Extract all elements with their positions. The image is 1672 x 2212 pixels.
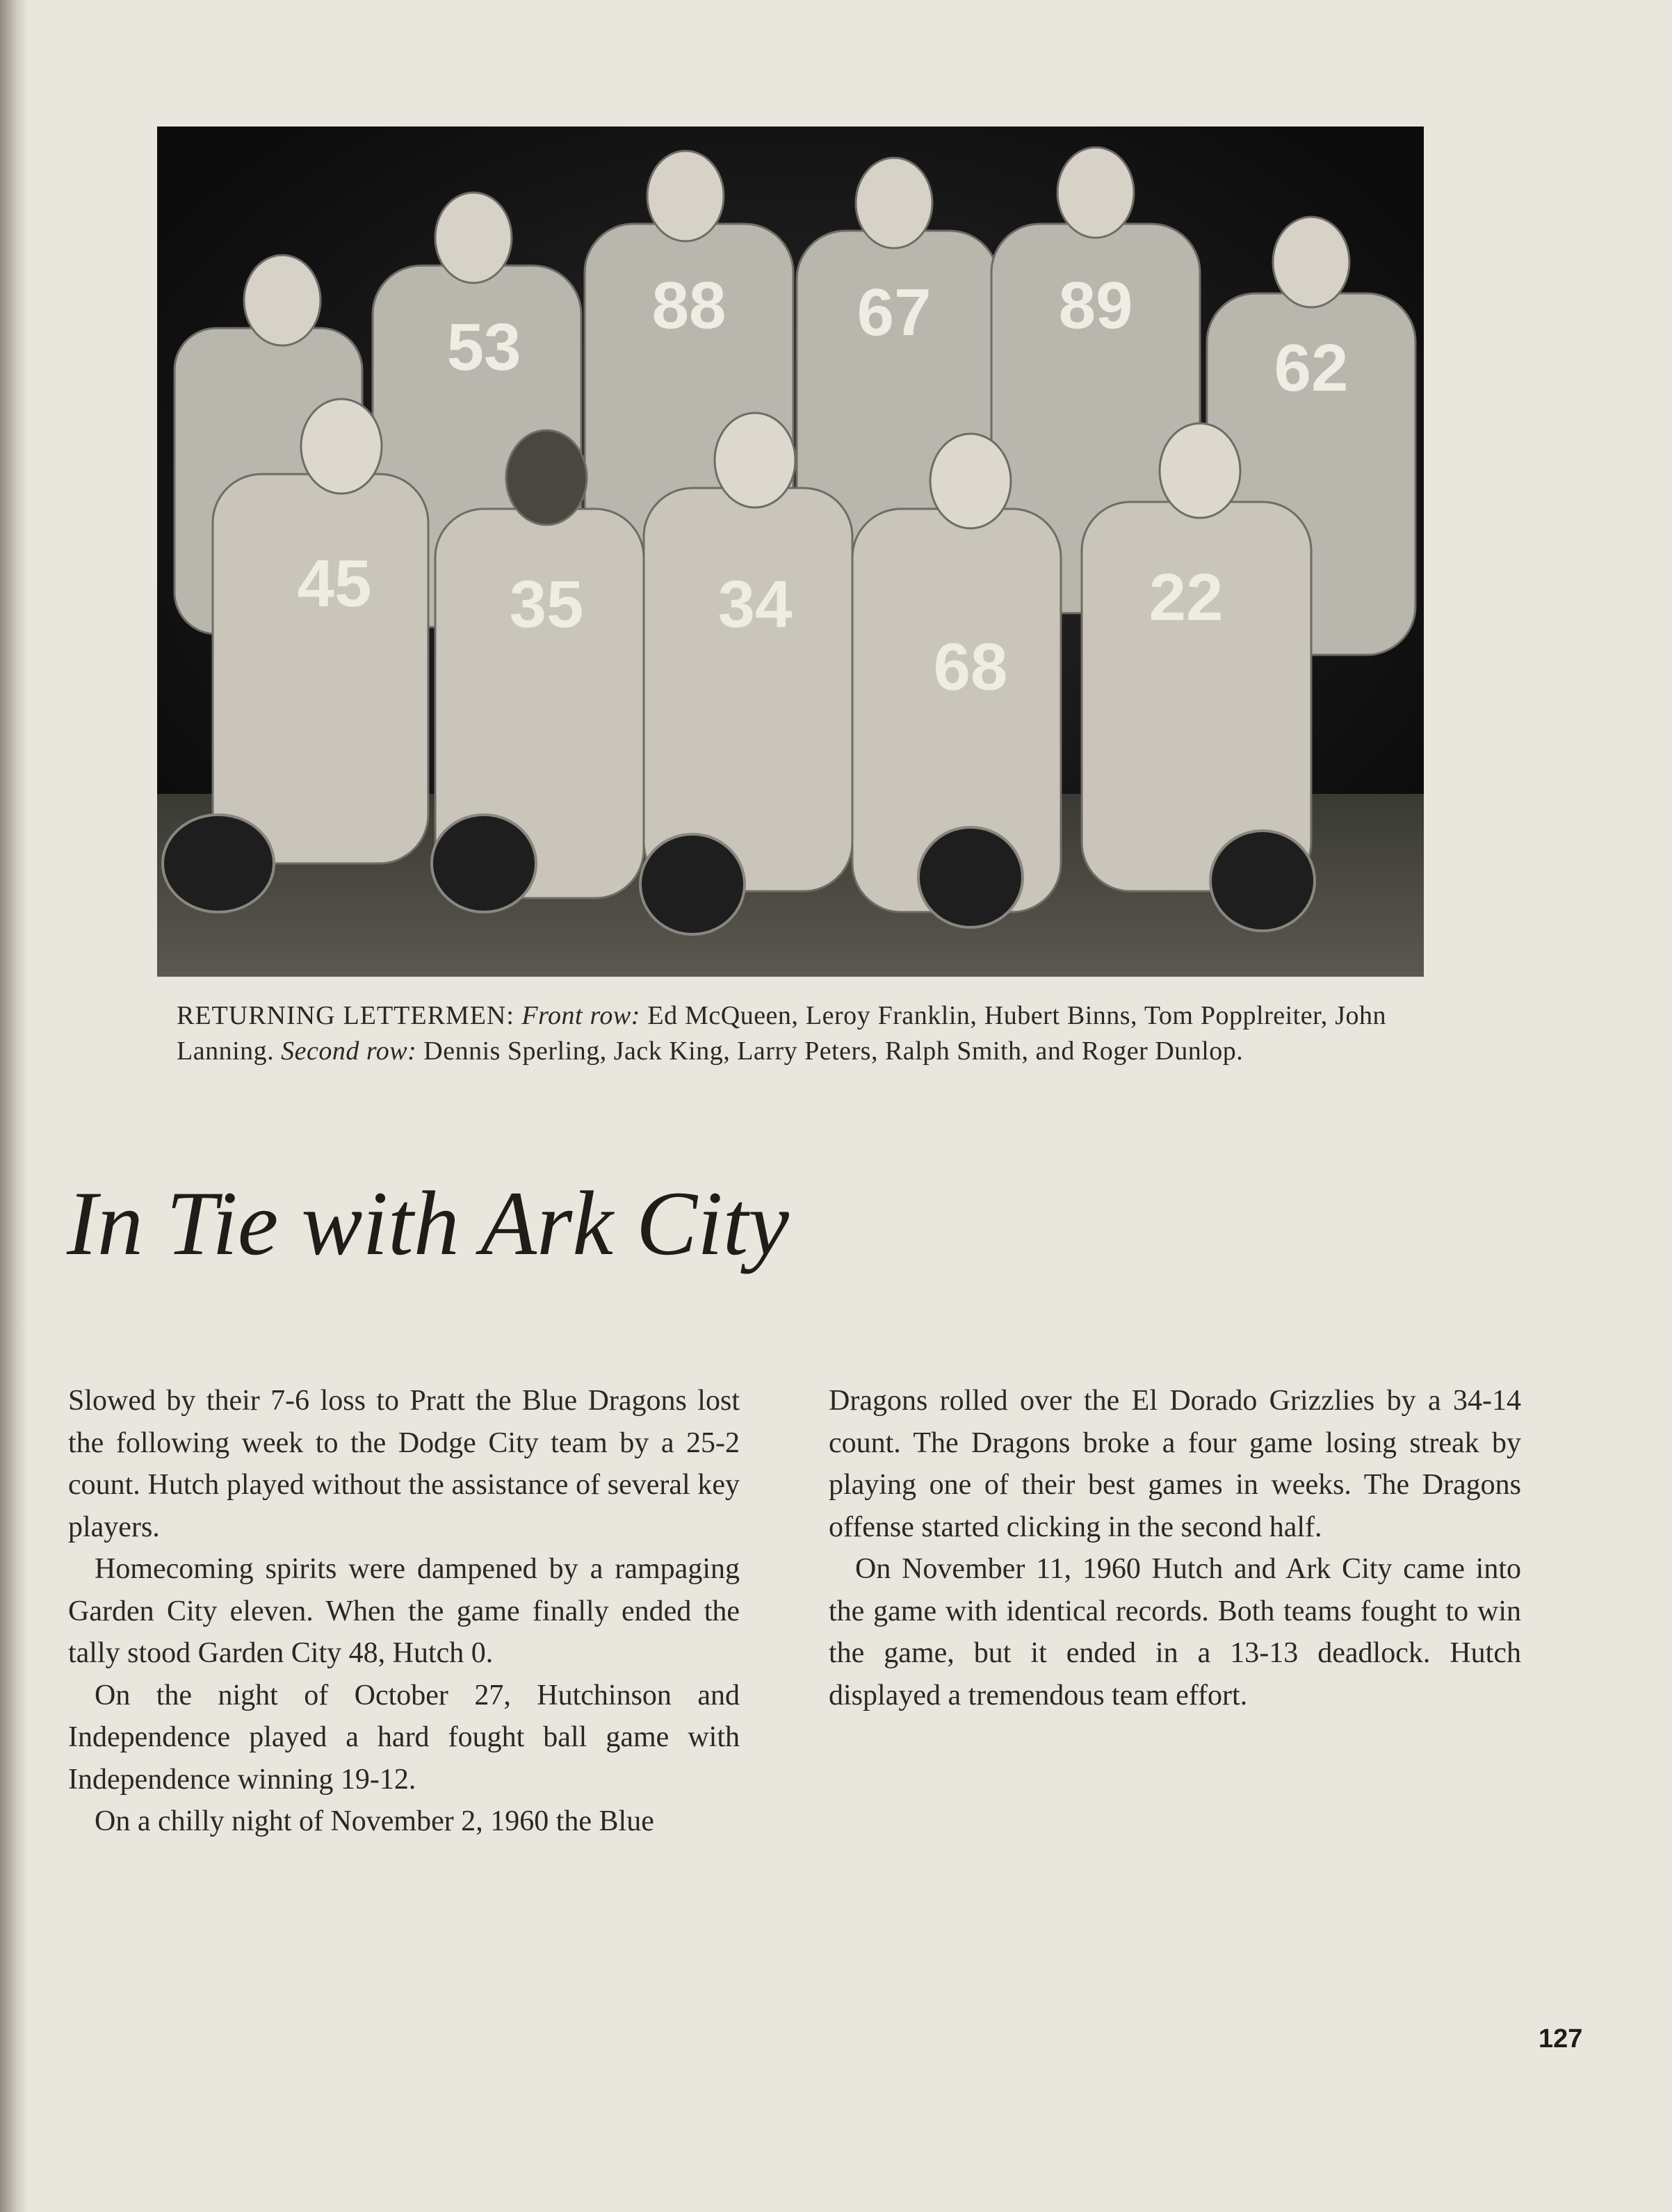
photo-caption	[177, 998, 1386, 1069]
page-number: 127	[1539, 2024, 1583, 2054]
paragraph: On a chilly night of November 2, 1960 the Blue	[95, 1805, 654, 1837]
caption-second-label: Second row:	[281, 1036, 417, 1066]
paragraph: On November 11, 1960 Hutch and Ark City came into the game with identical records. Both teams fought to win the game, but it ended in a 13-13 deadlock. Hutch displayed a tremendous team effort.	[829, 1553, 1521, 1711]
jersey-number: 88	[651, 268, 727, 343]
jersey-number: 45	[297, 546, 372, 621]
paragraph: Homecoming spirits were dampened by a rampaging Garden City eleven. When the game finally ended the tally stood Garden City 48, Hutch 0.	[68, 1553, 740, 1669]
jersey-number: 34	[717, 567, 793, 642]
jersey-number: 62	[1274, 331, 1349, 405]
right-column	[829, 1380, 1521, 1716]
jersey-number: 35	[509, 567, 584, 642]
caption-second-names: Dennis Sperling, Jack King, Larry Peters, Ralph Smith, and Roger Dunlop.	[423, 1036, 1244, 1066]
team-photo	[157, 127, 1424, 977]
paragraph: Slowed by their 7-6 loss to Pratt the Blue Dragons lost the following week to the Dodge City team by a 25-2 count. Hutch played without the assistance of several key players.	[68, 1385, 740, 1543]
page-gutter-shadow	[0, 0, 28, 2212]
caption-front-label: Front row:	[521, 1001, 640, 1030]
caption-front-names: Ed McQueen, Leroy Franklin, Hubert Binns, Tom Popplreiter, John Lanning.	[177, 1001, 1387, 1066]
team-photo-illustration	[157, 127, 1424, 977]
jersey-number: 53	[446, 310, 521, 384]
jersey-number: 22	[1149, 560, 1224, 635]
jersey-number: 67	[857, 275, 932, 350]
paragraph: Dragons rolled over the El Dorado Grizzlies by a 34-14 count. The Dragons broke a four game losing streak by playing one of their best games in weeks. The Dragons offense started clicking in the second half.	[829, 1385, 1521, 1543]
article-title: In Tie with Ark City	[67, 1172, 789, 1274]
caption-lead: RETURNING LETTERMEN:	[177, 1001, 514, 1030]
jersey-number: 89	[1058, 268, 1133, 343]
paragraph: On the night of October 27, Hutchinson and Independence played a hard fought ball game with Independence winning 19-12.	[68, 1679, 740, 1796]
left-column	[68, 1380, 740, 1843]
jersey-number: 68	[933, 630, 1008, 704]
